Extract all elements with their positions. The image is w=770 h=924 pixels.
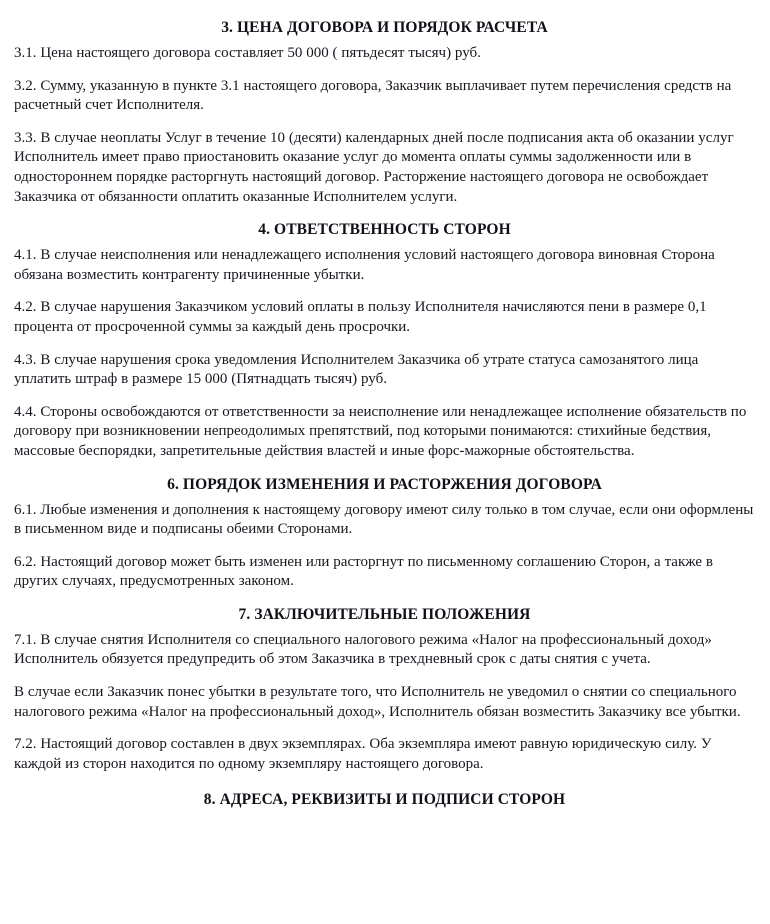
section-heading-block-7 bbox=[14, 605, 755, 625]
clause-3-3: 3.3. В случае неоплаты Услуг в течение 10 (десяти) календарных дней после подписания акта об оказании услуг Исполнитель имеет право приостановить оказание услуг до момента оплаты суммы задолженности или в одностороннем порядке расторгнуть настоящий договор. Расторжение настоящего договора не освобождает Заказчика от обязанности оплатить оказанные Исполнителем услуги. bbox=[14, 129, 734, 205]
clause-6-2: 6.2. Настоящий договор может быть изменен или расторгнут по письменному соглашению Сторон, а также в других случаях, предусмотренных законом. bbox=[14, 553, 714, 590]
section-heading-8: 8. АДРЕСА, РЕКВИЗИТЫ И ПОДПИСИ СТОРОН bbox=[203, 791, 566, 809]
clause-3-1: 3.1. Цена настоящего договора составляет 50 000 ( пятьдесят тысяч) руб. bbox=[14, 45, 481, 61]
section-heading-block-8 bbox=[14, 790, 755, 810]
clause-7-1: 7.1. В случае снятия Исполнителя со специального налогового режима «Налог на профессиональный доход» Исполнитель обязуется предупредить об этом Заказчика в трехдневный срок с даты снятия с учета. bbox=[14, 631, 712, 668]
clause-4-2: 4.2. В случае нарушения Заказчиком условий оплаты в пользу Исполнителя начисляются пени в размере 0,1 процента от просроченной суммы за каждый день просрочки. bbox=[14, 299, 707, 335]
clause-4-3: 4.3. В случае нарушения срока уведомления Исполнителем Заказчика об утрате статуса самозанятого лица уплатить штраф в размере 15 000 (Пятнадцать тысяч) руб. bbox=[14, 351, 699, 388]
clause-4-4: 4.4. Стороны освобождаются от ответственности за неисполнение или ненадлежащее исполнение обязательств по договору при возникновении непреодолимых препятствий, под которыми понимаются: стихийные бедствия, массовые беспорядки, запретительные действия властей и иные форс-мажорные обстоятельства. bbox=[14, 403, 747, 459]
section-heading-6: 6. ПОРЯДОК ИЗМЕНЕНИЯ И РАСТОРЖЕНИЯ ДОГОВОРА bbox=[167, 475, 602, 493]
section-heading-3: 3. ЦЕНА ДОГОВОРА И ПОРЯДОК РАСЧЕТА bbox=[221, 19, 548, 36]
clause-4-1: 4.1. В случае неисполнения или ненадлежащего исполнения условий настоящего договора виновная Сторона обязана возместить контрагенту причиненные убытки. bbox=[14, 247, 715, 283]
section-heading-block-6 bbox=[14, 475, 755, 495]
section-heading-block-3 bbox=[14, 18, 755, 38]
section-heading-4: 4. ОТВЕТСТВЕННОСТЬ СТОРОН bbox=[258, 221, 511, 239]
section-heading-7: 7. ЗАКЛЮЧИТЕЛЬНЫЕ ПОЛОЖЕНИЯ bbox=[238, 605, 531, 623]
clause-6-1: 6.1. Любые изменения и дополнения к настоящему договору имеют силу только в том случае, если они оформлены в письменном виде и подписаны обеими Сторонами. bbox=[14, 501, 754, 538]
section-heading-block-4 bbox=[14, 220, 755, 240]
clause-7-2: 7.2. Настоящий договор составлен в двух экземплярах. Оба экземпляра имеют равную юридическую силу. У каждой из сторон находится по одному экземпляру настоящего договора. bbox=[14, 736, 712, 772]
clause-7-1-continued: В случае если Заказчик понес убытки в результате того, что Исполнитель не уведомил о снятии со специального налогового режима «Налог на профессиональный доход», Исполнитель обязан возместить Заказчику все убытки. bbox=[14, 684, 741, 720]
clause-3-2: 3.2. Сумму, указанную в пункте 3.1 настоящего договора, Заказчик выплачивает путем перечисления средств на расчетный счет Исполнителя. bbox=[14, 77, 732, 114]
